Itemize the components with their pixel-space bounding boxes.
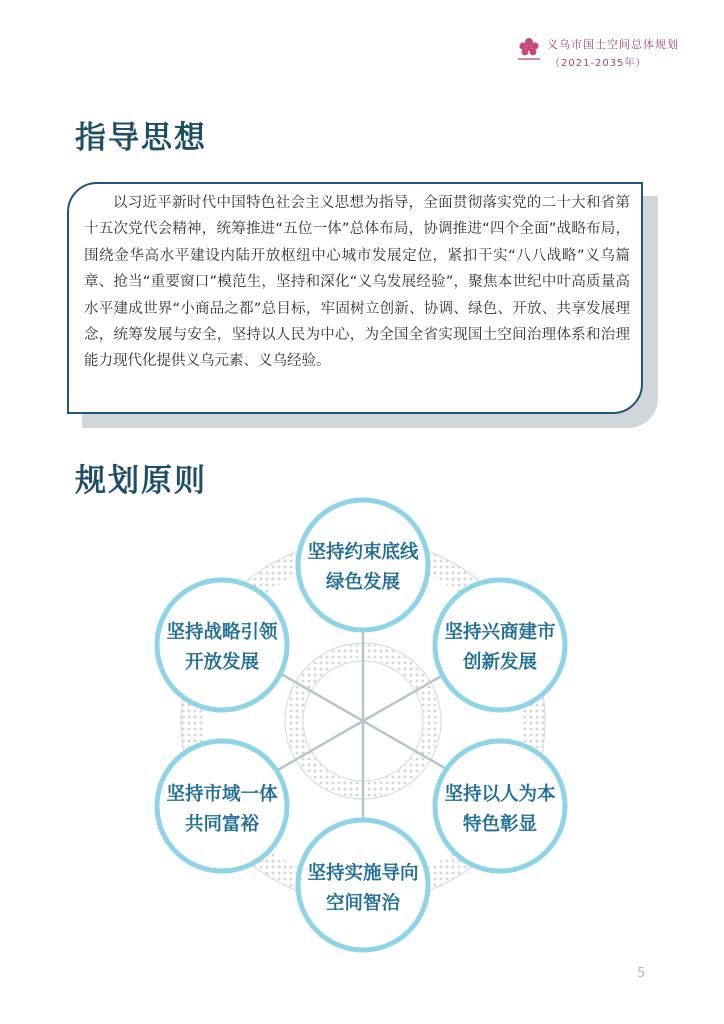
principle-1-line2: 绿色发展 bbox=[325, 572, 401, 593]
principle-4-line2: 空间智治 bbox=[325, 893, 401, 914]
principle-node-5 bbox=[157, 741, 287, 871]
principle-3-line2: 特色彰显 bbox=[462, 814, 538, 835]
principle-1-line1: 坚持约束底线 bbox=[307, 542, 419, 563]
principle-2-line2: 创新发展 bbox=[462, 652, 538, 673]
page-number: 5 bbox=[637, 966, 646, 981]
principle-6-line2: 开放发展 bbox=[184, 652, 260, 673]
principle-node-6 bbox=[157, 580, 287, 710]
principle-6-line1: 坚持战略引领 bbox=[166, 622, 278, 643]
principle-3-line1: 坚持以人为本 bbox=[444, 784, 556, 805]
planning-principles-heading: 规划原则 bbox=[75, 463, 207, 499]
principle-4-line1: 坚持实施导向 bbox=[307, 863, 419, 884]
plan-title: 义乌市国土空间总体规划 bbox=[547, 38, 679, 51]
principle-node-1 bbox=[298, 500, 428, 630]
guiding-thought-heading: 指导思想 bbox=[75, 120, 207, 156]
principle-5-line2: 共同富裕 bbox=[184, 814, 260, 835]
principle-node-3 bbox=[435, 741, 565, 871]
guiding-thought-text: 以习近平新时代中国特色社会主义思想为指导，全面贯彻落实党的二十大和省第十五次党代会精神，统筹推进“五位一体”总体布局，协调推进“四个全面”战略布局，围绕金华高水平建设内陆开放枢纽中心城市发展定位，紧扣干实“八八战略”义乌篇章、抢当“重要窗口”模范生，坚持和深化“义乌发展经验”，聚焦本世纪中叶高质量高水平建成世界“小商品之都”总目标，牢固树立创新、协调、绿色、开放、共享发展理念，统筹发展与安全，坚持以人民为中心，为全国全省实现国土空间治理体系和治理能力现代化提供义乌元素、义乌经验。 bbox=[84, 195, 630, 370]
principle-2-line1: 坚持兴商建市 bbox=[444, 622, 556, 643]
plan-years: （2021-2035年） bbox=[550, 58, 647, 69]
principle-5-line1: 坚持市域一体 bbox=[166, 784, 278, 805]
principle-node-4 bbox=[298, 820, 428, 950]
principle-node-2 bbox=[435, 580, 565, 710]
